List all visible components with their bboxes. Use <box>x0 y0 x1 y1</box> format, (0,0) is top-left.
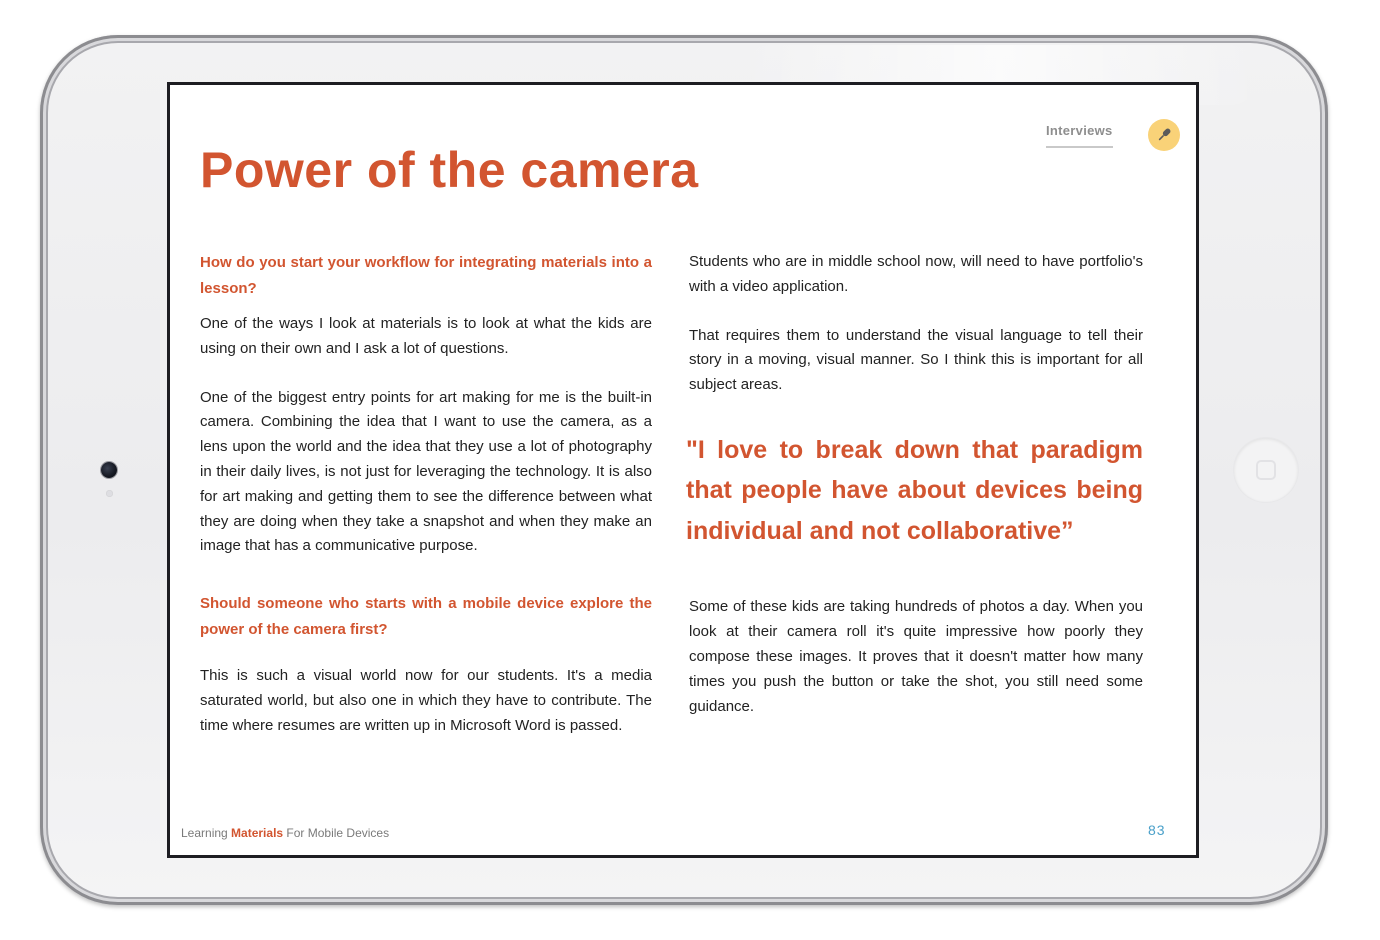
paragraph: One of the ways I look at materials is to look at what the kids are using on their own and I ask a lot of questions. <box>200 315 652 357</box>
left-column <box>200 250 652 739</box>
home-button-icon <box>1256 460 1276 480</box>
page-number: 83 <box>1148 822 1166 838</box>
front-camera <box>101 462 117 478</box>
footer-brand <box>181 826 389 840</box>
paragraph: Students who are in middle school now, will need to have portfolio's with a video application. <box>689 253 1143 295</box>
tab-interviews[interactable]: Interviews <box>1046 123 1113 148</box>
question-workflow: How do you start your workflow for integrating materials into a lesson? <box>200 254 652 297</box>
microphone-icon <box>1155 126 1173 144</box>
paragraph: One of the biggest entry points for art making for me is the built-in camera. Combining the idea that I want to use the camera, as a lens upon the world and the idea that they use a lot of photography in their daily lives, is not just for leveraging the technology. It is also for art making and getting them to see the difference between what they are doing when they take a snapshot and when they make an image that has a communicative purpose. <box>200 388 652 555</box>
light-sensor <box>106 490 113 497</box>
footer-brand-pre: Learning <box>181 826 232 840</box>
pull-quote: "I love to break down that paradigm that people have about devices being individual and not collaborative” <box>686 435 1143 545</box>
right-column <box>686 250 1143 719</box>
page-title: Power of the camera <box>200 142 699 198</box>
paragraph: Some of these kids are taking hundreds of photos a day. When you look at their camera roll it's quite impressive how poorly they compose these images. It proves that it doesn't matter how many times you push the button or take the shot, you still need some guidance. <box>689 598 1143 715</box>
paragraph: That requires them to understand the visual language to tell their story in a moving, visual manner. So I think this is important for all subject areas. <box>689 326 1143 394</box>
footer-brand-post: For Mobile Devices <box>283 826 390 840</box>
interview-badge[interactable] <box>1148 119 1180 151</box>
paragraph: This is such a visual world now for our students. It's a media saturated world, but also one in which they have to contribute. The time where resumes are written up in Microsoft Word is passed. <box>200 667 652 734</box>
ebook-page <box>167 82 1199 858</box>
question-camera-first: Should someone who starts with a mobile device explore the power of the camera first? <box>200 595 652 638</box>
footer-brand-emphasis: Materials <box>231 826 284 840</box>
